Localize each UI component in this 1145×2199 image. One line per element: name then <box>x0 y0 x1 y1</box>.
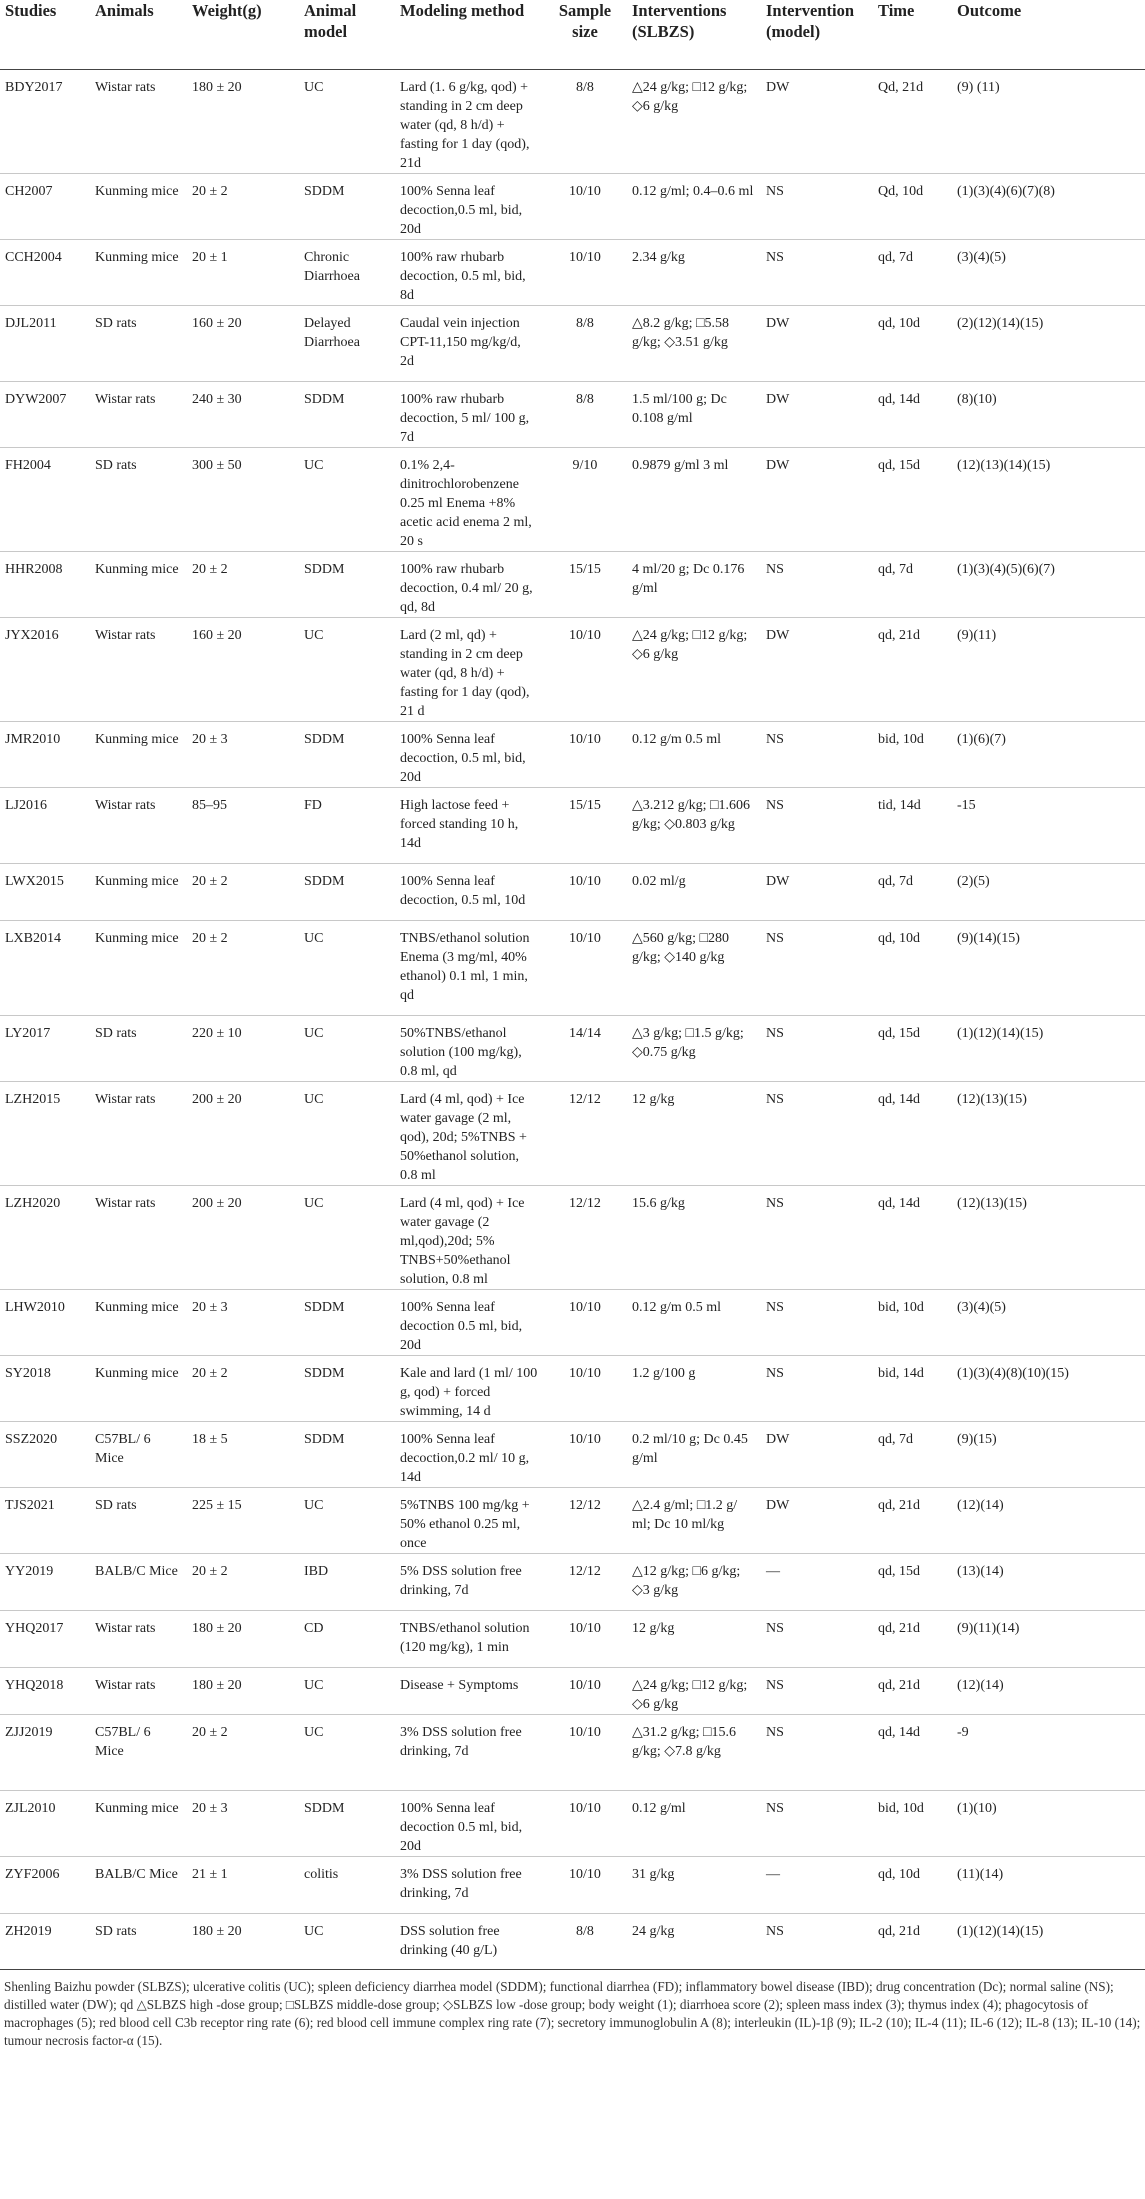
weight-cell: 180 ± 20 <box>187 1611 299 1668</box>
table-row <box>0 1290 1145 1356</box>
weight-cell: 21 ± 1 <box>187 1857 299 1914</box>
animals-cell: SD rats <box>90 1914 187 1970</box>
sample-size-cell: 10/10 <box>543 174 627 240</box>
table-row <box>0 1791 1145 1857</box>
animal-model-cell: FD <box>299 788 395 864</box>
interventions-cell: △24 g/kg; □12 g/kg; ◇6 g/kg <box>627 1668 761 1715</box>
table-row <box>0 70 1145 174</box>
sample-size-cell: 10/10 <box>543 1356 627 1422</box>
study-id-cell: LHW2010 <box>0 1290 90 1356</box>
outcome-cell: (1)(3)(4)(5)(6)(7) <box>952 552 1145 618</box>
outcome-cell: (12)(13)(15) <box>952 1082 1145 1186</box>
weight-cell: 200 ± 20 <box>187 1082 299 1186</box>
weight-cell: 20 ± 2 <box>187 921 299 1016</box>
intervention-model-cell: NS <box>761 1016 873 1082</box>
study-id-cell: YHQ2017 <box>0 1611 90 1668</box>
intervention-model-cell: DW <box>761 306 873 382</box>
column-header: Studies <box>0 0 90 70</box>
table-row <box>0 1016 1145 1082</box>
intervention-model-cell: NS <box>761 1668 873 1715</box>
animal-model-cell: UC <box>299 1715 395 1791</box>
outcome-cell: (12)(13)(15) <box>952 1186 1145 1290</box>
table-row <box>0 864 1145 921</box>
interventions-cell: △2.4 g/ml; □1.2 g/ ml; Dc 10 ml/kg <box>627 1488 761 1554</box>
outcome-cell: (12)(13)(14)(15) <box>952 448 1145 552</box>
study-id-cell: HHR2008 <box>0 552 90 618</box>
animals-cell: Kunming mice <box>90 1791 187 1857</box>
interventions-cell: 12 g/kg <box>627 1611 761 1668</box>
time-cell: qd, 14d <box>873 1715 952 1791</box>
modeling-method-cell: 5% DSS solution free drinking, 7d <box>395 1554 543 1611</box>
modeling-method-cell: 100% raw rhubarb decoction, 0.4 ml/ 20 g, qd, 8d <box>395 552 543 618</box>
animals-cell: C57BL/ 6 Mice <box>90 1715 187 1791</box>
weight-cell: 225 ± 15 <box>187 1488 299 1554</box>
column-header: Interventions (SLBZS) <box>627 0 761 70</box>
table-body <box>0 70 1145 1970</box>
outcome-cell: (3)(4)(5) <box>952 240 1145 306</box>
outcome-cell: (11)(14) <box>952 1857 1145 1914</box>
sample-size-cell: 12/12 <box>543 1488 627 1554</box>
time-cell: bid, 10d <box>873 1290 952 1356</box>
sample-size-cell: 12/12 <box>543 1082 627 1186</box>
time-cell: bid, 10d <box>873 722 952 788</box>
time-cell: qd, 7d <box>873 1422 952 1488</box>
table-row <box>0 1186 1145 1290</box>
study-id-cell: LJ2016 <box>0 788 90 864</box>
interventions-cell: △31.2 g/kg; □15.6 g/kg; ◇7.8 g/kg <box>627 1715 761 1791</box>
outcome-cell: (1)(12)(14)(15) <box>952 1016 1145 1082</box>
interventions-cell: 0.9879 g/ml 3 ml <box>627 448 761 552</box>
animals-cell: Kunming mice <box>90 174 187 240</box>
weight-cell: 160 ± 20 <box>187 618 299 722</box>
animal-model-cell: UC <box>299 1668 395 1715</box>
outcome-cell: (3)(4)(5) <box>952 1290 1145 1356</box>
column-header: Weight(g) <box>187 0 299 70</box>
animal-model-cell: UC <box>299 1488 395 1554</box>
animals-cell: Wistar rats <box>90 618 187 722</box>
animals-cell: Kunming mice <box>90 921 187 1016</box>
weight-cell: 20 ± 2 <box>187 552 299 618</box>
time-cell: qd, 15d <box>873 1554 952 1611</box>
table-row <box>0 618 1145 722</box>
interventions-cell: 12 g/kg <box>627 1082 761 1186</box>
outcome-cell: (2)(12)(14)(15) <box>952 306 1145 382</box>
sample-size-cell: 10/10 <box>543 1422 627 1488</box>
animals-cell: SD rats <box>90 448 187 552</box>
modeling-method-cell: 100% Senna leaf decoction, 0.5 ml, 10d <box>395 864 543 921</box>
animals-cell: BALB/C Mice <box>90 1554 187 1611</box>
intervention-model-cell: DW <box>761 70 873 174</box>
animal-model-cell: UC <box>299 70 395 174</box>
animal-model-cell: colitis <box>299 1857 395 1914</box>
modeling-method-cell: Lard (1. 6 g/kg, qod) + standing in 2 cm deep water (qd, 8 h/d) + fasting for 1 day (qod), 21d <box>395 70 543 174</box>
animals-cell: Kunming mice <box>90 722 187 788</box>
interventions-cell: 0.12 g/ml; 0.4–0.6 ml <box>627 174 761 240</box>
animal-model-cell: SDDM <box>299 1791 395 1857</box>
sample-size-cell: 10/10 <box>543 1715 627 1791</box>
table-row <box>0 1611 1145 1668</box>
intervention-model-cell: DW <box>761 1488 873 1554</box>
animal-model-cell: SDDM <box>299 722 395 788</box>
sample-size-cell: 10/10 <box>543 618 627 722</box>
interventions-cell: △3.212 g/kg; □1.606 g/kg; ◇0.803 g/kg <box>627 788 761 864</box>
time-cell: qd, 10d <box>873 306 952 382</box>
column-header: Intervention (model) <box>761 0 873 70</box>
intervention-model-cell: NS <box>761 788 873 864</box>
study-id-cell: ZJL2010 <box>0 1791 90 1857</box>
animals-cell: BALB/C Mice <box>90 1857 187 1914</box>
sample-size-cell: 8/8 <box>543 1914 627 1970</box>
table-row <box>0 722 1145 788</box>
column-header: Animal model <box>299 0 395 70</box>
interventions-cell: 0.12 g/m 0.5 ml <box>627 722 761 788</box>
weight-cell: 20 ± 3 <box>187 1791 299 1857</box>
time-cell: bid, 14d <box>873 1356 952 1422</box>
interventions-cell: 0.12 g/m 0.5 ml <box>627 1290 761 1356</box>
sample-size-cell: 14/14 <box>543 1016 627 1082</box>
weight-cell: 85–95 <box>187 788 299 864</box>
sample-size-cell: 15/15 <box>543 788 627 864</box>
animals-cell: Wistar rats <box>90 1082 187 1186</box>
study-id-cell: LY2017 <box>0 1016 90 1082</box>
animal-model-cell: UC <box>299 618 395 722</box>
modeling-method-cell: Caudal vein injection CPT-11,150 mg/kg/d, 2d <box>395 306 543 382</box>
animal-model-cell: UC <box>299 1186 395 1290</box>
sample-size-cell: 9/10 <box>543 448 627 552</box>
modeling-method-cell: 3% DSS solution free drinking, 7d <box>395 1857 543 1914</box>
modeling-method-cell: Lard (4 ml, qod) + Ice water gavage (2 ml,qod),20d; 5% TNBS+50%ethanol solution, 0.8 ml <box>395 1186 543 1290</box>
intervention-model-cell: NS <box>761 722 873 788</box>
intervention-model-cell: — <box>761 1554 873 1611</box>
interventions-cell: △560 g/kg; □280 g/kg; ◇140 g/kg <box>627 921 761 1016</box>
animals-cell: SD rats <box>90 1016 187 1082</box>
weight-cell: 220 ± 10 <box>187 1016 299 1082</box>
animal-model-cell: UC <box>299 448 395 552</box>
intervention-model-cell: NS <box>761 1186 873 1290</box>
study-id-cell: SSZ2020 <box>0 1422 90 1488</box>
modeling-method-cell: 0.1% 2,4-dinitrochlorobenzene 0.25 ml Enema +8% acetic acid enema 2 ml, 20 s <box>395 448 543 552</box>
table-row <box>0 1488 1145 1554</box>
modeling-method-cell: Lard (2 ml, qd) + standing in 2 cm deep water (qd, 8 h/d) + fasting for 1 day (qod), 21 d <box>395 618 543 722</box>
table-row <box>0 788 1145 864</box>
weight-cell: 20 ± 1 <box>187 240 299 306</box>
modeling-method-cell: 100% raw rhubarb decoction, 0.5 ml, bid, 8d <box>395 240 543 306</box>
outcome-cell: (9)(15) <box>952 1422 1145 1488</box>
animal-model-cell: Delayed Diarrhoea <box>299 306 395 382</box>
intervention-model-cell: NS <box>761 1715 873 1791</box>
sample-size-cell: 15/15 <box>543 552 627 618</box>
outcome-cell: -15 <box>952 788 1145 864</box>
table-header-row <box>0 0 1145 70</box>
study-id-cell: BDY2017 <box>0 70 90 174</box>
animals-cell: Kunming mice <box>90 864 187 921</box>
study-id-cell: YHQ2018 <box>0 1668 90 1715</box>
outcome-cell: (1)(3)(4)(6)(7)(8) <box>952 174 1145 240</box>
study-id-cell: LWX2015 <box>0 864 90 921</box>
table-row <box>0 448 1145 552</box>
modeling-method-cell: TNBS/ethanol solution Enema (3 mg/ml, 40% ethanol) 0.1 ml, 1 min, qd <box>395 921 543 1016</box>
animals-cell: C57BL/ 6 Mice <box>90 1422 187 1488</box>
sample-size-cell: 10/10 <box>543 1857 627 1914</box>
intervention-model-cell: DW <box>761 1422 873 1488</box>
time-cell: qd, 7d <box>873 864 952 921</box>
table-row <box>0 1914 1145 1970</box>
time-cell: qd, 10d <box>873 921 952 1016</box>
time-cell: qd, 21d <box>873 1668 952 1715</box>
outcome-cell: (12)(14) <box>952 1668 1145 1715</box>
interventions-cell: 1.5 ml/100 g; Dc 0.108 g/ml <box>627 382 761 448</box>
weight-cell: 18 ± 5 <box>187 1422 299 1488</box>
table-row <box>0 240 1145 306</box>
animals-cell: Kunming mice <box>90 552 187 618</box>
intervention-model-cell: NS <box>761 1611 873 1668</box>
modeling-method-cell: 5%TNBS 100 mg/kg + 50% ethanol 0.25 ml, once <box>395 1488 543 1554</box>
table-row <box>0 382 1145 448</box>
outcome-cell: (12)(14) <box>952 1488 1145 1554</box>
animal-model-cell: SDDM <box>299 174 395 240</box>
table-row <box>0 174 1145 240</box>
table-row <box>0 306 1145 382</box>
animal-model-cell: SDDM <box>299 864 395 921</box>
animal-model-cell: SDDM <box>299 382 395 448</box>
outcome-cell: (9) (11) <box>952 70 1145 174</box>
modeling-method-cell: 100% Senna leaf decoction 0.5 ml, bid, 20d <box>395 1290 543 1356</box>
modeling-method-cell: DSS solution free drinking (40 g/L) <box>395 1914 543 1970</box>
interventions-cell: 0.12 g/ml <box>627 1791 761 1857</box>
time-cell: bid, 10d <box>873 1791 952 1857</box>
time-cell: qd, 15d <box>873 448 952 552</box>
modeling-method-cell: 100% Senna leaf decoction, 0.5 ml, bid, 20d <box>395 722 543 788</box>
outcome-cell: (8)(10) <box>952 382 1145 448</box>
weight-cell: 20 ± 2 <box>187 1715 299 1791</box>
study-id-cell: TJS2021 <box>0 1488 90 1554</box>
sample-size-cell: 10/10 <box>543 1668 627 1715</box>
animal-model-cell: Chronic Diarrhoea <box>299 240 395 306</box>
study-id-cell: FH2004 <box>0 448 90 552</box>
interventions-cell: △3 g/kg; □1.5 g/kg; ◇0.75 g/kg <box>627 1016 761 1082</box>
interventions-cell: 4 ml/20 g; Dc 0.176 g/ml <box>627 552 761 618</box>
table-row <box>0 1668 1145 1715</box>
interventions-cell: 15.6 g/kg <box>627 1186 761 1290</box>
time-cell: tid, 14d <box>873 788 952 864</box>
study-id-cell: JYX2016 <box>0 618 90 722</box>
animals-cell: SD rats <box>90 1488 187 1554</box>
table-row <box>0 921 1145 1016</box>
weight-cell: 20 ± 2 <box>187 174 299 240</box>
study-id-cell: ZJJ2019 <box>0 1715 90 1791</box>
interventions-cell: 0.02 ml/g <box>627 864 761 921</box>
sample-size-cell: 12/12 <box>543 1554 627 1611</box>
column-header: Animals <box>90 0 187 70</box>
time-cell: qd, 21d <box>873 618 952 722</box>
intervention-model-cell: DW <box>761 864 873 921</box>
study-id-cell: CCH2004 <box>0 240 90 306</box>
modeling-method-cell: 100% raw rhubarb decoction, 5 ml/ 100 g, 7d <box>395 382 543 448</box>
sample-size-cell: 10/10 <box>543 240 627 306</box>
interventions-cell: 2.34 g/kg <box>627 240 761 306</box>
modeling-method-cell: Kale and lard (1 ml/ 100 g, qod) + forced swimming, 14 d <box>395 1356 543 1422</box>
animal-model-cell: UC <box>299 921 395 1016</box>
weight-cell: 200 ± 20 <box>187 1186 299 1290</box>
time-cell: qd, 10d <box>873 1857 952 1914</box>
weight-cell: 20 ± 2 <box>187 1356 299 1422</box>
animals-cell: Wistar rats <box>90 1186 187 1290</box>
animal-model-cell: CD <box>299 1611 395 1668</box>
time-cell: qd, 15d <box>873 1016 952 1082</box>
time-cell: qd, 7d <box>873 552 952 618</box>
intervention-model-cell: NS <box>761 174 873 240</box>
sample-size-cell: 8/8 <box>543 306 627 382</box>
animals-cell: Wistar rats <box>90 382 187 448</box>
intervention-model-cell: NS <box>761 1356 873 1422</box>
weight-cell: 180 ± 20 <box>187 70 299 174</box>
study-id-cell: LXB2014 <box>0 921 90 1016</box>
table-footnote: Shenling Baizhu powder (SLBZS); ulcerative colitis (UC); spleen deficiency diarrhea model (SDDM); functional diarrhea (FD); inflammatory bowel disease (IBD); drug concentration (Dc); normal saline (NS); distilled water (DW); qd △SLBZS high -dose group; □SLBZS middle-dose group; ◇SLBZS low -dose group; body weight (1); diarrhoea score (2); spleen mass index (3); thymus index (4); phagocytosis of macrophages (5); red blood cell C3b receptor ring rate (6); red blood cell immune complex ring rate (7); secretory immunoglobulin A (8); interleukin (IL)-1β (9); IL-2 (10); IL-4 (11); IL-6 (12); IL-8 (13); IL-10 (14); tumour necrosis factor-α (15). <box>4 1979 1141 2048</box>
study-id-cell: LZH2020 <box>0 1186 90 1290</box>
intervention-model-cell: NS <box>761 552 873 618</box>
sample-size-cell: 10/10 <box>543 864 627 921</box>
time-cell: qd, 14d <box>873 382 952 448</box>
intervention-model-cell: NS <box>761 1914 873 1970</box>
modeling-method-cell: TNBS/ethanol solution (120 mg/kg), 1 min <box>395 1611 543 1668</box>
modeling-method-cell: Lard (4 ml, qod) + Ice water gavage (2 ml, qod), 20d; 5%TNBS + 50%ethanol solution, 0.8 ml <box>395 1082 543 1186</box>
animals-cell: Kunming mice <box>90 1290 187 1356</box>
interventions-cell: 1.2 g/100 g <box>627 1356 761 1422</box>
weight-cell: 160 ± 20 <box>187 306 299 382</box>
animals-cell: Wistar rats <box>90 1611 187 1668</box>
modeling-method-cell: Disease + Symptoms <box>395 1668 543 1715</box>
column-header: Outcome <box>952 0 1145 70</box>
time-cell: qd, 21d <box>873 1488 952 1554</box>
outcome-cell: (1)(6)(7) <box>952 722 1145 788</box>
animal-model-cell: UC <box>299 1016 395 1082</box>
table-row <box>0 552 1145 618</box>
study-id-cell: SY2018 <box>0 1356 90 1422</box>
interventions-cell: △8.2 g/kg; □5.58 g/kg; ◇3.51 g/kg <box>627 306 761 382</box>
outcome-cell: (2)(5) <box>952 864 1145 921</box>
animal-model-cell: SDDM <box>299 1356 395 1422</box>
weight-cell: 20 ± 3 <box>187 722 299 788</box>
outcome-cell: (1)(10) <box>952 1791 1145 1857</box>
sample-size-cell: 8/8 <box>543 382 627 448</box>
sample-size-cell: 10/10 <box>543 921 627 1016</box>
intervention-model-cell: NS <box>761 240 873 306</box>
sample-size-cell: 10/10 <box>543 722 627 788</box>
intervention-model-cell: NS <box>761 1791 873 1857</box>
weight-cell: 180 ± 20 <box>187 1914 299 1970</box>
interventions-cell: △12 g/kg; □6 g/kg; ◇3 g/kg <box>627 1554 761 1611</box>
study-id-cell: JMR2010 <box>0 722 90 788</box>
sample-size-cell: 12/12 <box>543 1186 627 1290</box>
animals-cell: Wistar rats <box>90 788 187 864</box>
study-id-cell: DYW2007 <box>0 382 90 448</box>
outcome-cell: (9)(11)(14) <box>952 1611 1145 1668</box>
time-cell: Qd, 10d <box>873 174 952 240</box>
animals-cell: Wistar rats <box>90 70 187 174</box>
table-row <box>0 1082 1145 1186</box>
time-cell: qd, 21d <box>873 1611 952 1668</box>
time-cell: qd, 7d <box>873 240 952 306</box>
column-header: Time <box>873 0 952 70</box>
time-cell: qd, 21d <box>873 1914 952 1970</box>
intervention-model-cell: NS <box>761 921 873 1016</box>
intervention-model-cell: NS <box>761 1082 873 1186</box>
animal-model-cell: UC <box>299 1914 395 1970</box>
weight-cell: 240 ± 30 <box>187 382 299 448</box>
interventions-cell: △24 g/kg; □12 g/kg; ◇6 g/kg <box>627 618 761 722</box>
interventions-cell: 24 g/kg <box>627 1914 761 1970</box>
sample-size-cell: 10/10 <box>543 1791 627 1857</box>
table-row <box>0 1554 1145 1611</box>
weight-cell: 180 ± 20 <box>187 1668 299 1715</box>
weight-cell: 300 ± 50 <box>187 448 299 552</box>
weight-cell: 20 ± 2 <box>187 864 299 921</box>
study-id-cell: CH2007 <box>0 174 90 240</box>
study-id-cell: YY2019 <box>0 1554 90 1611</box>
intervention-model-cell: — <box>761 1857 873 1914</box>
interventions-cell: △24 g/kg; □12 g/kg; ◇6 g/kg <box>627 70 761 174</box>
column-header: Sample size <box>543 0 627 70</box>
animal-model-cell: UC <box>299 1082 395 1186</box>
table-row <box>0 1715 1145 1791</box>
animal-model-cell: IBD <box>299 1554 395 1611</box>
intervention-model-cell: DW <box>761 448 873 552</box>
outcome-cell: (13)(14) <box>952 1554 1145 1611</box>
sample-size-cell: 10/10 <box>543 1611 627 1668</box>
table-row <box>0 1857 1145 1914</box>
interventions-cell: 0.2 ml/10 g; Dc 0.45 g/ml <box>627 1422 761 1488</box>
intervention-model-cell: DW <box>761 618 873 722</box>
outcome-cell: (1)(3)(4)(8)(10)(15) <box>952 1356 1145 1422</box>
modeling-method-cell: 100% Senna leaf decoction 0.5 ml, bid, 20d <box>395 1791 543 1857</box>
animal-model-cell: SDDM <box>299 1422 395 1488</box>
study-id-cell: LZH2015 <box>0 1082 90 1186</box>
time-cell: qd, 14d <box>873 1186 952 1290</box>
outcome-cell: (9)(14)(15) <box>952 921 1145 1016</box>
modeling-method-cell: High lactose feed + forced standing 10 h, 14d <box>395 788 543 864</box>
animals-cell: SD rats <box>90 306 187 382</box>
time-cell: Qd, 21d <box>873 70 952 174</box>
animal-model-cell: SDDM <box>299 1290 395 1356</box>
study-id-cell: ZYF2006 <box>0 1857 90 1914</box>
table-row <box>0 1422 1145 1488</box>
study-id-cell: ZH2019 <box>0 1914 90 1970</box>
outcome-cell: (9)(11) <box>952 618 1145 722</box>
modeling-method-cell: 100% Senna leaf decoction,0.5 ml, bid, 20d <box>395 174 543 240</box>
modeling-method-cell: 50%TNBS/ethanol solution (100 mg/kg), 0.8 ml, qd <box>395 1016 543 1082</box>
animals-cell: Kunming mice <box>90 1356 187 1422</box>
interventions-cell: 31 g/kg <box>627 1857 761 1914</box>
animals-cell: Kunming mice <box>90 240 187 306</box>
modeling-method-cell: 3% DSS solution free drinking, 7d <box>395 1715 543 1791</box>
modeling-method-cell: 100% Senna leaf decoction,0.2 ml/ 10 g, 14d <box>395 1422 543 1488</box>
outcome-cell: -9 <box>952 1715 1145 1791</box>
weight-cell: 20 ± 2 <box>187 1554 299 1611</box>
table-row <box>0 1356 1145 1422</box>
intervention-model-cell: DW <box>761 382 873 448</box>
animal-model-cell: SDDM <box>299 552 395 618</box>
weight-cell: 20 ± 3 <box>187 1290 299 1356</box>
sample-size-cell: 10/10 <box>543 1290 627 1356</box>
time-cell: qd, 14d <box>873 1082 952 1186</box>
column-header: Modeling method <box>395 0 543 70</box>
outcome-cell: (1)(12)(14)(15) <box>952 1914 1145 1970</box>
sample-size-cell: 8/8 <box>543 70 627 174</box>
intervention-model-cell: NS <box>761 1290 873 1356</box>
study-id-cell: DJL2011 <box>0 306 90 382</box>
animals-cell: Wistar rats <box>90 1668 187 1715</box>
